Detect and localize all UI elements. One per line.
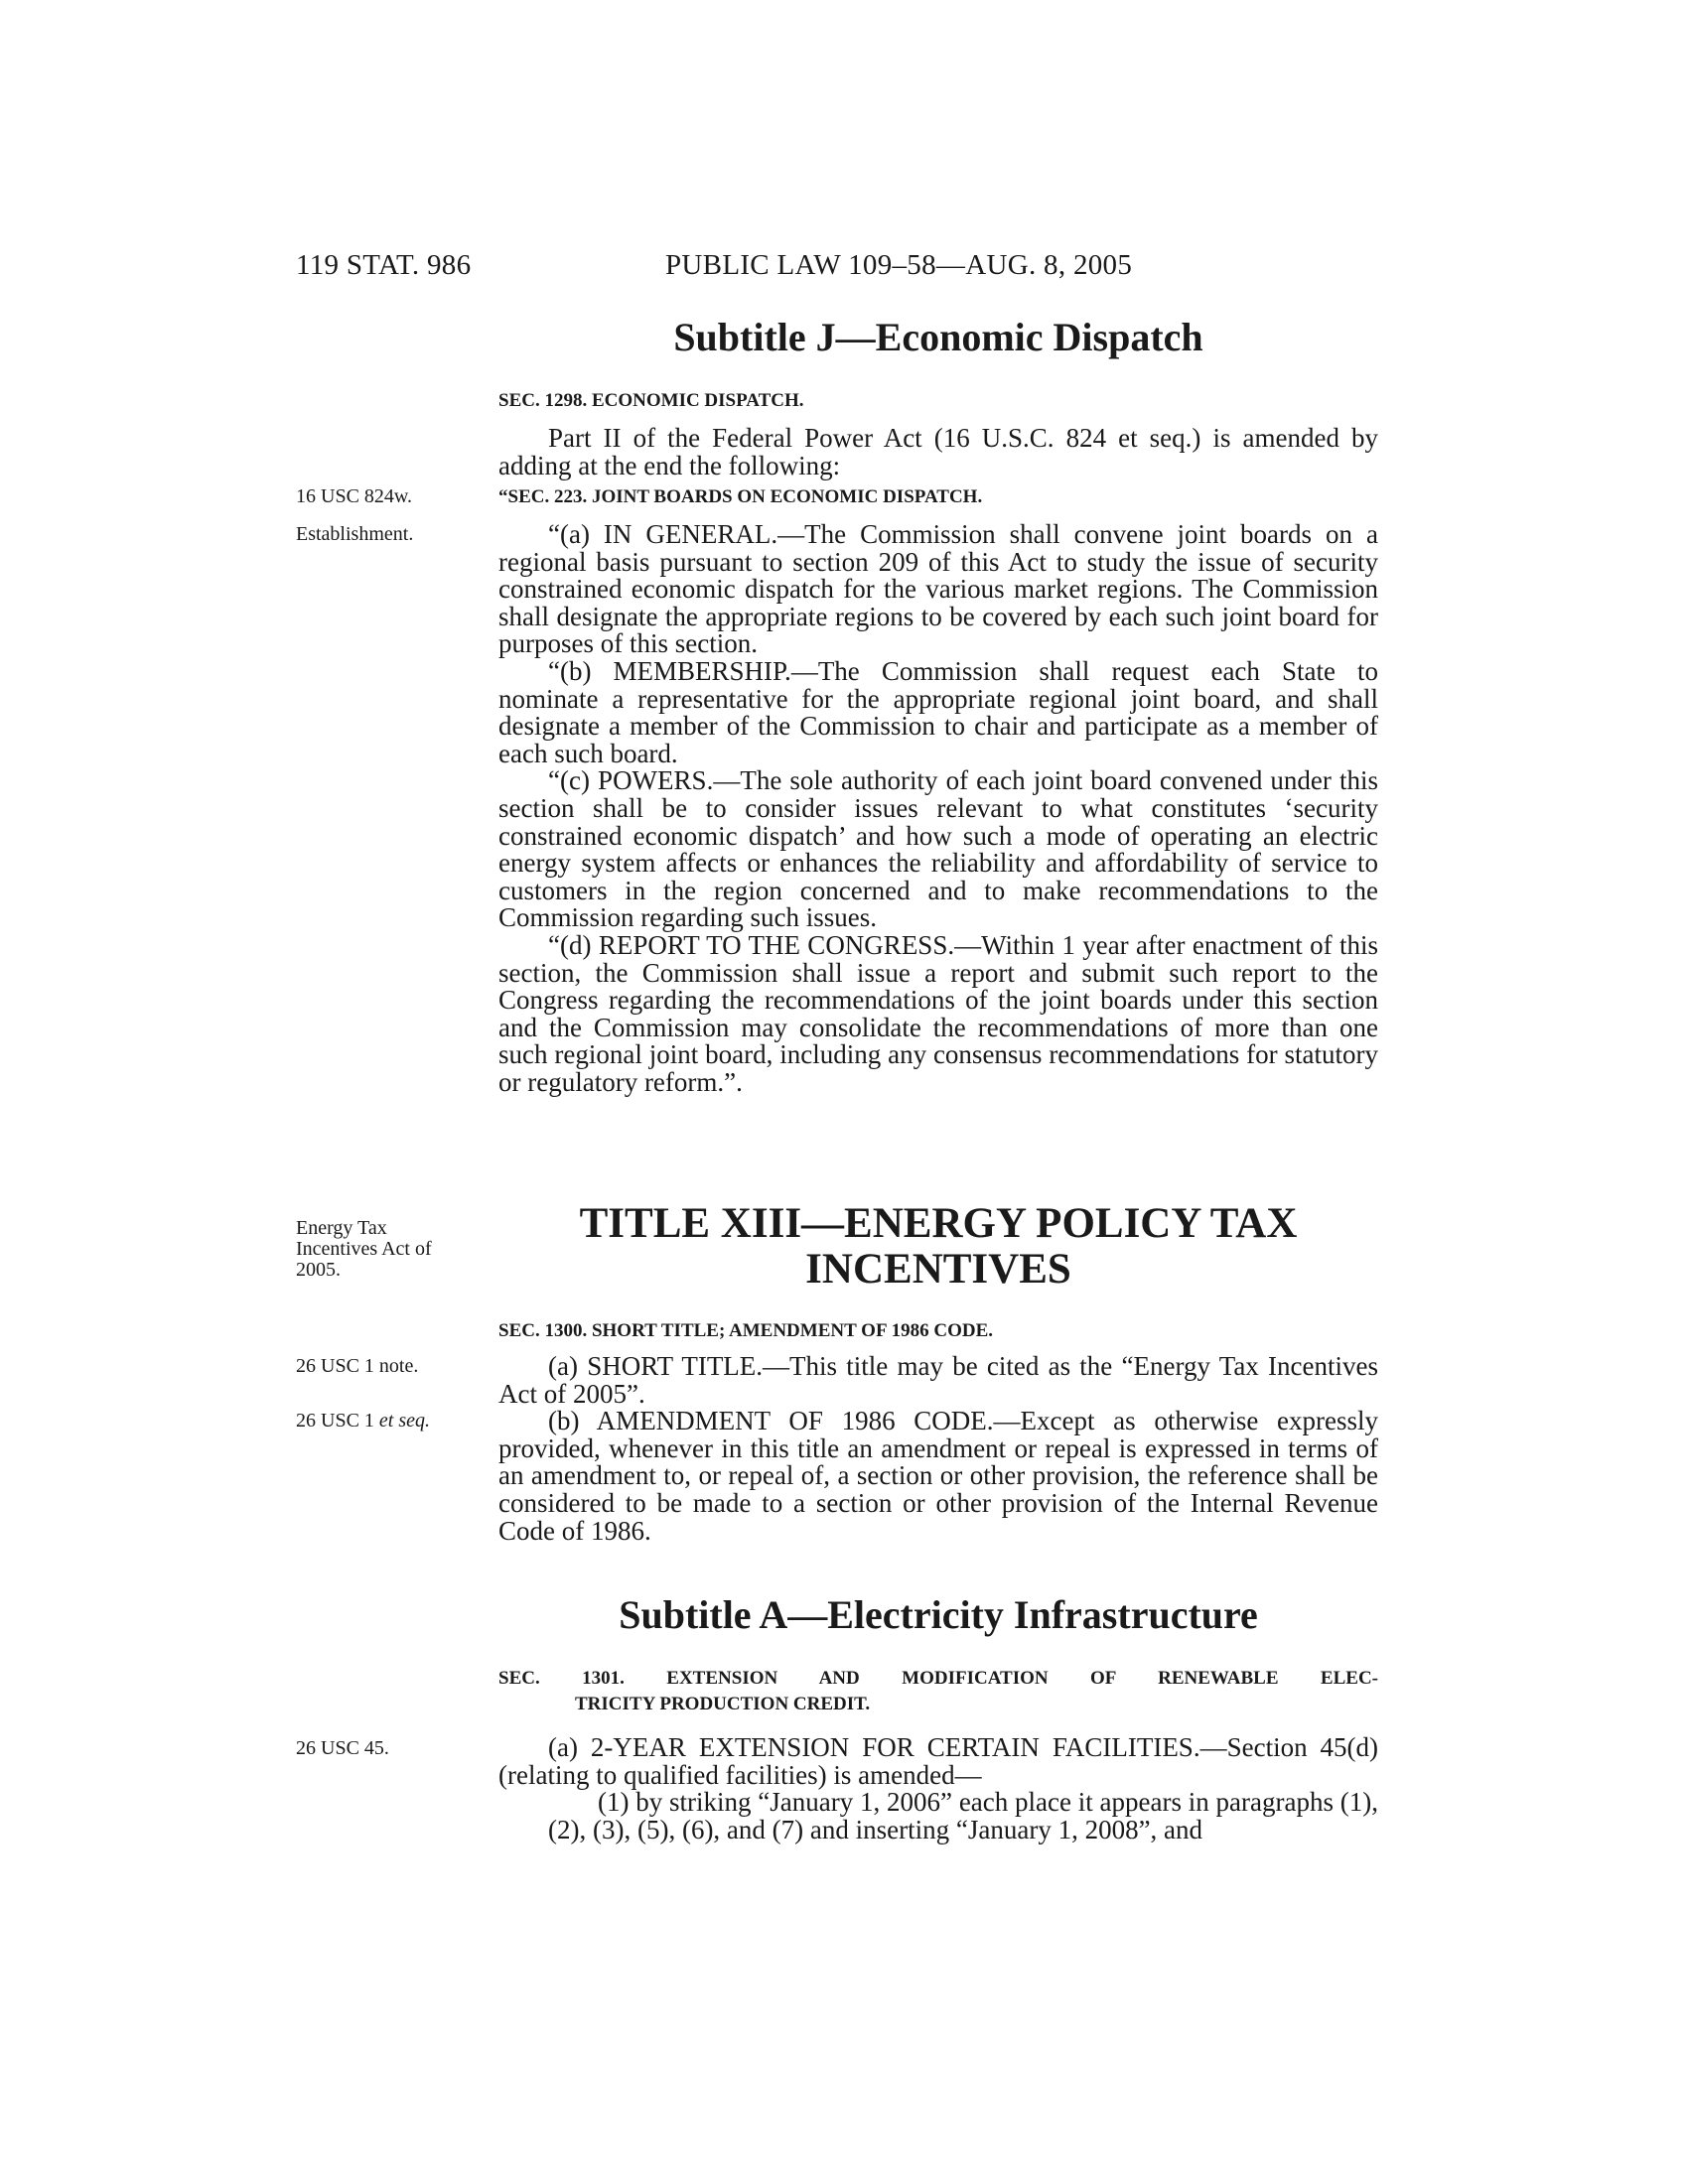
sec-223-para-d: “(d) REPORT TO THE CONGRESS.—Within 1 year after enactment of this section, the Commission shall issue a report and submit such report to the Congress regarding the recommendations of the joint boards under this section and the Commission may consolidate the recommendations of more than one such regional joint board, including any consensus recommendations for statutory or regulatory reform.”. (498, 929, 1378, 1097)
margin-note-energy-tax-act: Energy Tax Incentives Act of 2005. (296, 1217, 432, 1281)
sec-223-para-a: “(a) IN GENERAL.—The Commission shall convene joint boards on a regional basis pursuant to section 209 of this Act to study the issue of security constrained economic dispatch for the various market regions. The Commission shall designate the appropriate regions to be covered by each such joint board for purposes of this section. (498, 519, 1378, 659)
sec-223-para-b: “(b) MEMBERSHIP.—The Commission shall request each State to nominate a representative for the appropriate regional joint board, and shall designate a member of the Commission to chair and participate as a member of each such board. (498, 655, 1378, 768)
subtitle-a-heading: Subtitle A—Electricity Infrastructure (619, 1592, 1258, 1637)
subtitle-j-heading: Subtitle J—Economic Dispatch (673, 315, 1203, 359)
margin-note-26-usc-1-note: 26 USC 1 note. (296, 1355, 419, 1377)
margin-note-16-usc-824w: 16 USC 824w. (296, 485, 413, 507)
sec-1300-para-a: (a) SHORT TITLE.—This title may be cited as the “Energy Tax Incentives Act of 2005”. (498, 1351, 1378, 1409)
title-xiii-heading: TITLE XIII—ENERGY POLICY TAX INCENTIVES (579, 1200, 1298, 1293)
sec-1301-item-1: (1) by striking “January 1, 2006” each place it appears in paragraphs (1), (2), (3), (5), (6), and (7) and inserting “January 1, 2008”, and (548, 1787, 1378, 1844)
sec-223-body (498, 521, 1378, 1096)
sec-1298-intro: Part II of the Federal Power Act (16 U.S.C. 824 et seq.) is amended by adding at the end the following: (498, 423, 1378, 480)
sec-1301-heading: SEC. 1301. EXTENSION AND MODIFICATION OF RENEWABLE ELEC- TRICITY PRODUCTION CREDIT. (498, 1668, 1378, 1714)
margin-note-26-usc-1-et-seq: 26 USC 1 et seq. (296, 1410, 430, 1432)
sec-1300-para-b: (b) AMENDMENT OF 1986 CODE.—Except as otherwise expressly provided, whenever in this title an amendment or repeal is expressed in terms of an amendment to, or repeal of, a section or other provision, the reference shall be considered to be made to a section or other provision of the Internal Revenue Code of 1986. (498, 1406, 1378, 1546)
sec-1300-heading: SEC. 1300. SHORT TITLE; AMENDMENT OF 1986 CODE. (498, 1320, 993, 1341)
sec-223-para-c: “(c) POWERS.—The sole authority of each joint board convened under this section shall be to consider issues relevant to what constitutes ‘security constrained economic dispatch’ and how such a mode of operating an electric energy system affects or enhances the reliability and affordability of service to customers in the region concerned and to make recommendations to the Commission regarding such issues. (498, 765, 1379, 933)
sec-1298-heading: SEC. 1298. ECONOMIC DISPATCH. (498, 390, 804, 411)
page-stat-number: 119 STAT. 986 (296, 249, 472, 281)
margin-note-26-usc-45: 26 USC 45. (296, 1737, 389, 1759)
margin-note-establishment: Establishment. (296, 523, 414, 545)
sec-1301-body (498, 1734, 1378, 1843)
sec-1300-body (498, 1353, 1378, 1545)
sec-1301-para-a: (a) 2-YEAR EXTENSION FOR CERTAIN FACILITIES.—Section 45(d) (relating to qualified facilities) is amended— (498, 1732, 1378, 1790)
running-header: PUBLIC LAW 109–58—AUG. 8, 2005 (665, 249, 1133, 281)
sec-223-heading: “SEC. 223. JOINT BOARDS ON ECONOMIC DISPATCH. (498, 486, 983, 507)
